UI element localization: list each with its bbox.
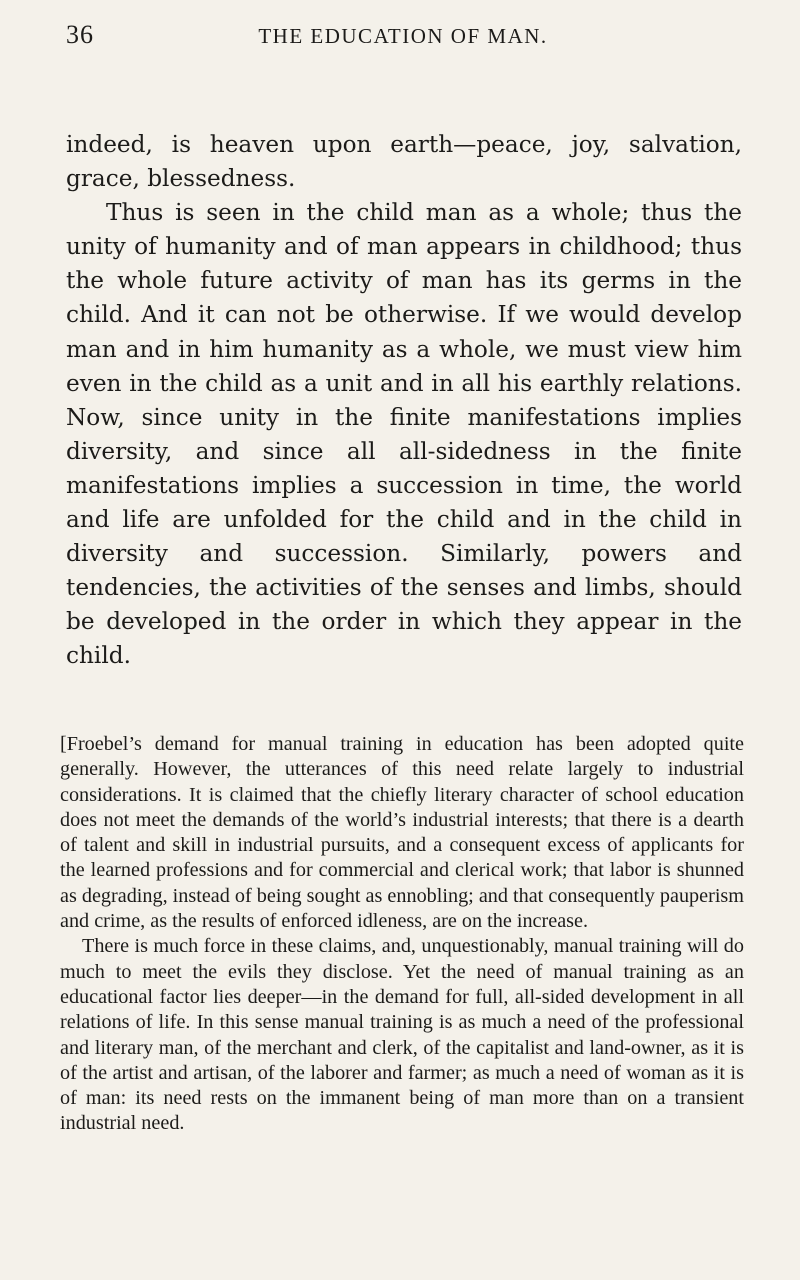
note-paragraph: [Froebel’s demand for manual training in education has been adopted quite generally. However, the utterances of this need relate largely to industrial considerations. It is claimed that the chiefly literary character of school education does not meet the demands of the world’s industrial interests; that there is a dearth of talent and skill in industrial pursuits, and a consequent excess of applicants for the learned professions and for commercial and clerical work; that labor is shunned as degrading, instead of being sought as ennobling; and that consequently pauperism and crime, as the results of enforced idleness, are on the increase. bbox=[60, 733, 744, 933]
running-head: THE EDUCATION OF MAN. bbox=[258, 24, 548, 48]
paragraph: Thus is seen in the child man as a whole; thus the unity of humanity and of man appears in childhood; thus the whole future activity of man has its germs in the child. And it can not be otherwise. If we would develop man and in him humanity as a whole, we must view him even in the child as a unit and in all his earthly relations. Now, since unity in the finite manifestations implies diversity, and since all all-sidedness in the finite manifestations implies a succession in time, the world and life are unfolded for the child and in the child in diversity and succession. Similarly, powers and tendencies, the activities of the senses and limbs, should be developed in the order in which they appear in the child. bbox=[66, 199, 742, 670]
page-header bbox=[66, 20, 740, 56]
editor-note bbox=[60, 732, 744, 1137]
note-paragraph: There is much force in these claims, and, unquestionably, manual training will do much to meet the evils they disclose. Yet the need of manual training as an educational factor lies deeper—in the demand for full, all-sided development in all relations of life. In this sense manual training is as much a need of the professional and literary man, of the merchant and clerk, of the capitalist and land-owner, as it is of the artist and artisan, of the laborer and farmer; as much a need of woman as it is of man: its need rests on the immanent being of man more than on a transient industrial need. bbox=[60, 935, 744, 1135]
paragraph: indeed, is heaven upon earth—peace, joy, salvation, grace, blessedness. bbox=[66, 131, 742, 193]
main-text bbox=[66, 128, 742, 674]
page-number: 36 bbox=[66, 20, 94, 49]
